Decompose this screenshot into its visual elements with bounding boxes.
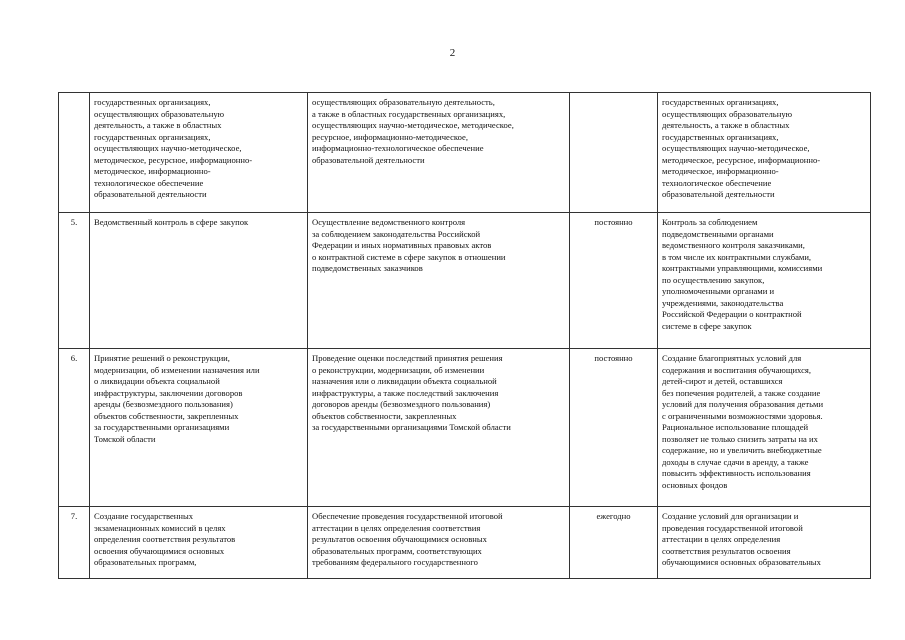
row-number-cell: 7.	[59, 507, 90, 579]
plan-table	[58, 92, 871, 579]
period-cell: ежегодно	[570, 507, 658, 579]
measure-content-cell: Обеспечение проведения государственной итоговой аттестации в целях определения соответствия результатов освоения обучающимися основных образовательных программ, соответствующих требованиям федерального государственного	[308, 507, 570, 579]
expected-result-cell: Создание благоприятных условий для содержания и воспитания обучающихся, детей-сирот и детей, оставшихся без попечения родителей, а также создание условий для получения образования детьми с ограниченными возможностями здоровья. Рациональное использование площадей позволяет не только снизить затраты на их содержание, но и увеличить внебюджетные доходы в случае сдачи в аренду, а также повысить эффективность использования основных фондов	[658, 349, 871, 507]
expected-result-cell: государственных организациях, осуществляющих образовательную деятельность, а также в областных государственных организациях, осуществляющих научно-методическое, методическое, ресурсное, информационно- методическое, информационно- технологическое обеспечение образовательной деятельности	[658, 93, 871, 213]
row-number-cell	[59, 93, 90, 213]
table-row	[59, 93, 871, 213]
period-cell: постоянно	[570, 213, 658, 349]
expected-result-cell: Создание условий для организации и проведения государственной итоговой аттестации в целях определения соответствия результатов освоения обучающимися основных образовательных	[658, 507, 871, 579]
measure-name-cell: Ведомственный контроль в сфере закупок	[90, 213, 308, 349]
page-number: 2	[449, 47, 456, 59]
table-row	[59, 349, 871, 507]
table-row	[59, 213, 871, 349]
measure-name-cell: государственных организациях, осуществляющих образовательную деятельность, а также в областных государственных организациях, осуществляющих научно-методическое, методическое, ресурсное, информационно- методическое, информационно- технологическое обеспечение образовательной деятельности	[90, 93, 308, 213]
measure-name-cell: Создание государственных экзаменационных комиссий в целях определения соответствия результатов освоения обучающимися основных образовательных программ,	[90, 507, 308, 579]
measure-name-cell: Принятие решений о реконструкции, модернизации, об изменении назначения или о ликвидации объекта социальной инфраструктуры, заключении договоров аренды (безвозмездного пользования) объектов собственности, закрепленных за государственными организациями Томской области	[90, 349, 308, 507]
row-number-cell: 5.	[59, 213, 90, 349]
period-cell	[570, 93, 658, 213]
measure-content-cell: осуществляющих образовательную деятельность, а также в областных государственных организациях, осуществляющих научно-методическое, методическое, ресурсное, информационно-методическое, информационно-технологическое обеспечение образовательной деятельности	[308, 93, 570, 213]
period-cell: постоянно	[570, 349, 658, 507]
expected-result-cell: Контроль за соблюдением подведомственными органами ведомственного контроля заказчиками, в том числе их контрактными службами, контрактными управляющими, комиссиями по осуществлению закупок, уполномоченными органами и учреждениями, законодательства Российской Федерации о контрактной системе в сфере закупок	[658, 213, 871, 349]
measure-content-cell: Проведение оценки последствий принятия решения о реконструкции, модернизации, об изменении назначения или о ликвидации объекта социальной инфраструктуры, а также последствий заключения договоров аренды (безвозмездного пользования) объектов собственности, закрепленных за государственными организациями Томской области	[308, 349, 570, 507]
measure-content-cell: Осуществление ведомственного контроля за соблюдением законодательства Российской Федерации и иных нормативных правовых актов о контрактной системе в сфере закупок в отношении подведомственных заказчиков	[308, 213, 570, 349]
table-row	[59, 507, 871, 579]
row-number-cell: 6.	[59, 349, 90, 507]
